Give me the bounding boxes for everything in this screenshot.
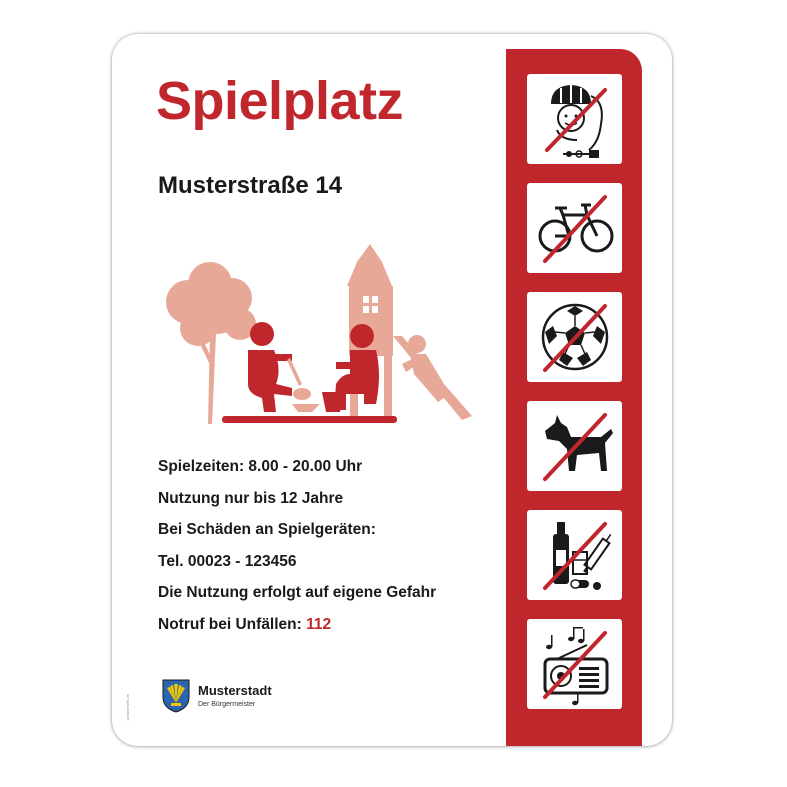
tree-icon bbox=[166, 262, 256, 424]
prohibition-radio bbox=[527, 619, 622, 709]
prohibition-football bbox=[527, 292, 622, 382]
sign-address: Musterstraße 14 bbox=[158, 172, 343, 199]
info-block bbox=[158, 456, 436, 645]
emergency-number: 112 bbox=[306, 615, 332, 633]
prohibition-helmet bbox=[527, 74, 622, 164]
mayor-label: Der Bürgermeister bbox=[198, 701, 256, 708]
child-digging-icon bbox=[248, 322, 292, 412]
manufacturer-print: schilderwelt.de bbox=[125, 694, 130, 721]
info-line-hours: Spielzeiten: 8.00 - 20.00 Uhr bbox=[158, 458, 363, 475]
playground-illustration bbox=[152, 244, 482, 424]
info-line-phone: Tel. 00023 - 123456 bbox=[158, 552, 297, 570]
sliding-child-icon bbox=[402, 335, 450, 402]
alcohol-drugs-icon bbox=[527, 510, 622, 600]
ground-line bbox=[222, 416, 397, 423]
emergency-label: Notruf bei Unfällen: bbox=[158, 615, 307, 633]
info-line-risk: Die Nutzung erfolgt auf eigene Gefahr bbox=[158, 584, 437, 601]
radio-music-icon bbox=[527, 619, 622, 709]
sign-title: Spielplatz bbox=[156, 71, 404, 131]
prohibition-alcohol-drugs bbox=[527, 510, 622, 600]
info-line-age: Nutzung nur bis 12 Jahre bbox=[158, 489, 344, 507]
info-line-damage: Bei Schäden an Spielgeräten: bbox=[158, 521, 376, 538]
prohibition-dog bbox=[527, 401, 622, 491]
bicycle-icon bbox=[527, 183, 622, 273]
town-name: Musterstadt bbox=[198, 683, 272, 698]
playground-sign bbox=[112, 34, 672, 746]
prohibition-bicycle bbox=[527, 183, 622, 273]
helmet-cord-icon bbox=[527, 74, 622, 164]
football-icon bbox=[527, 292, 622, 382]
prohibition-strip bbox=[506, 49, 642, 746]
town-crest-icon bbox=[162, 679, 190, 713]
info-line-emergency bbox=[158, 614, 436, 646]
dog-icon bbox=[527, 401, 622, 491]
